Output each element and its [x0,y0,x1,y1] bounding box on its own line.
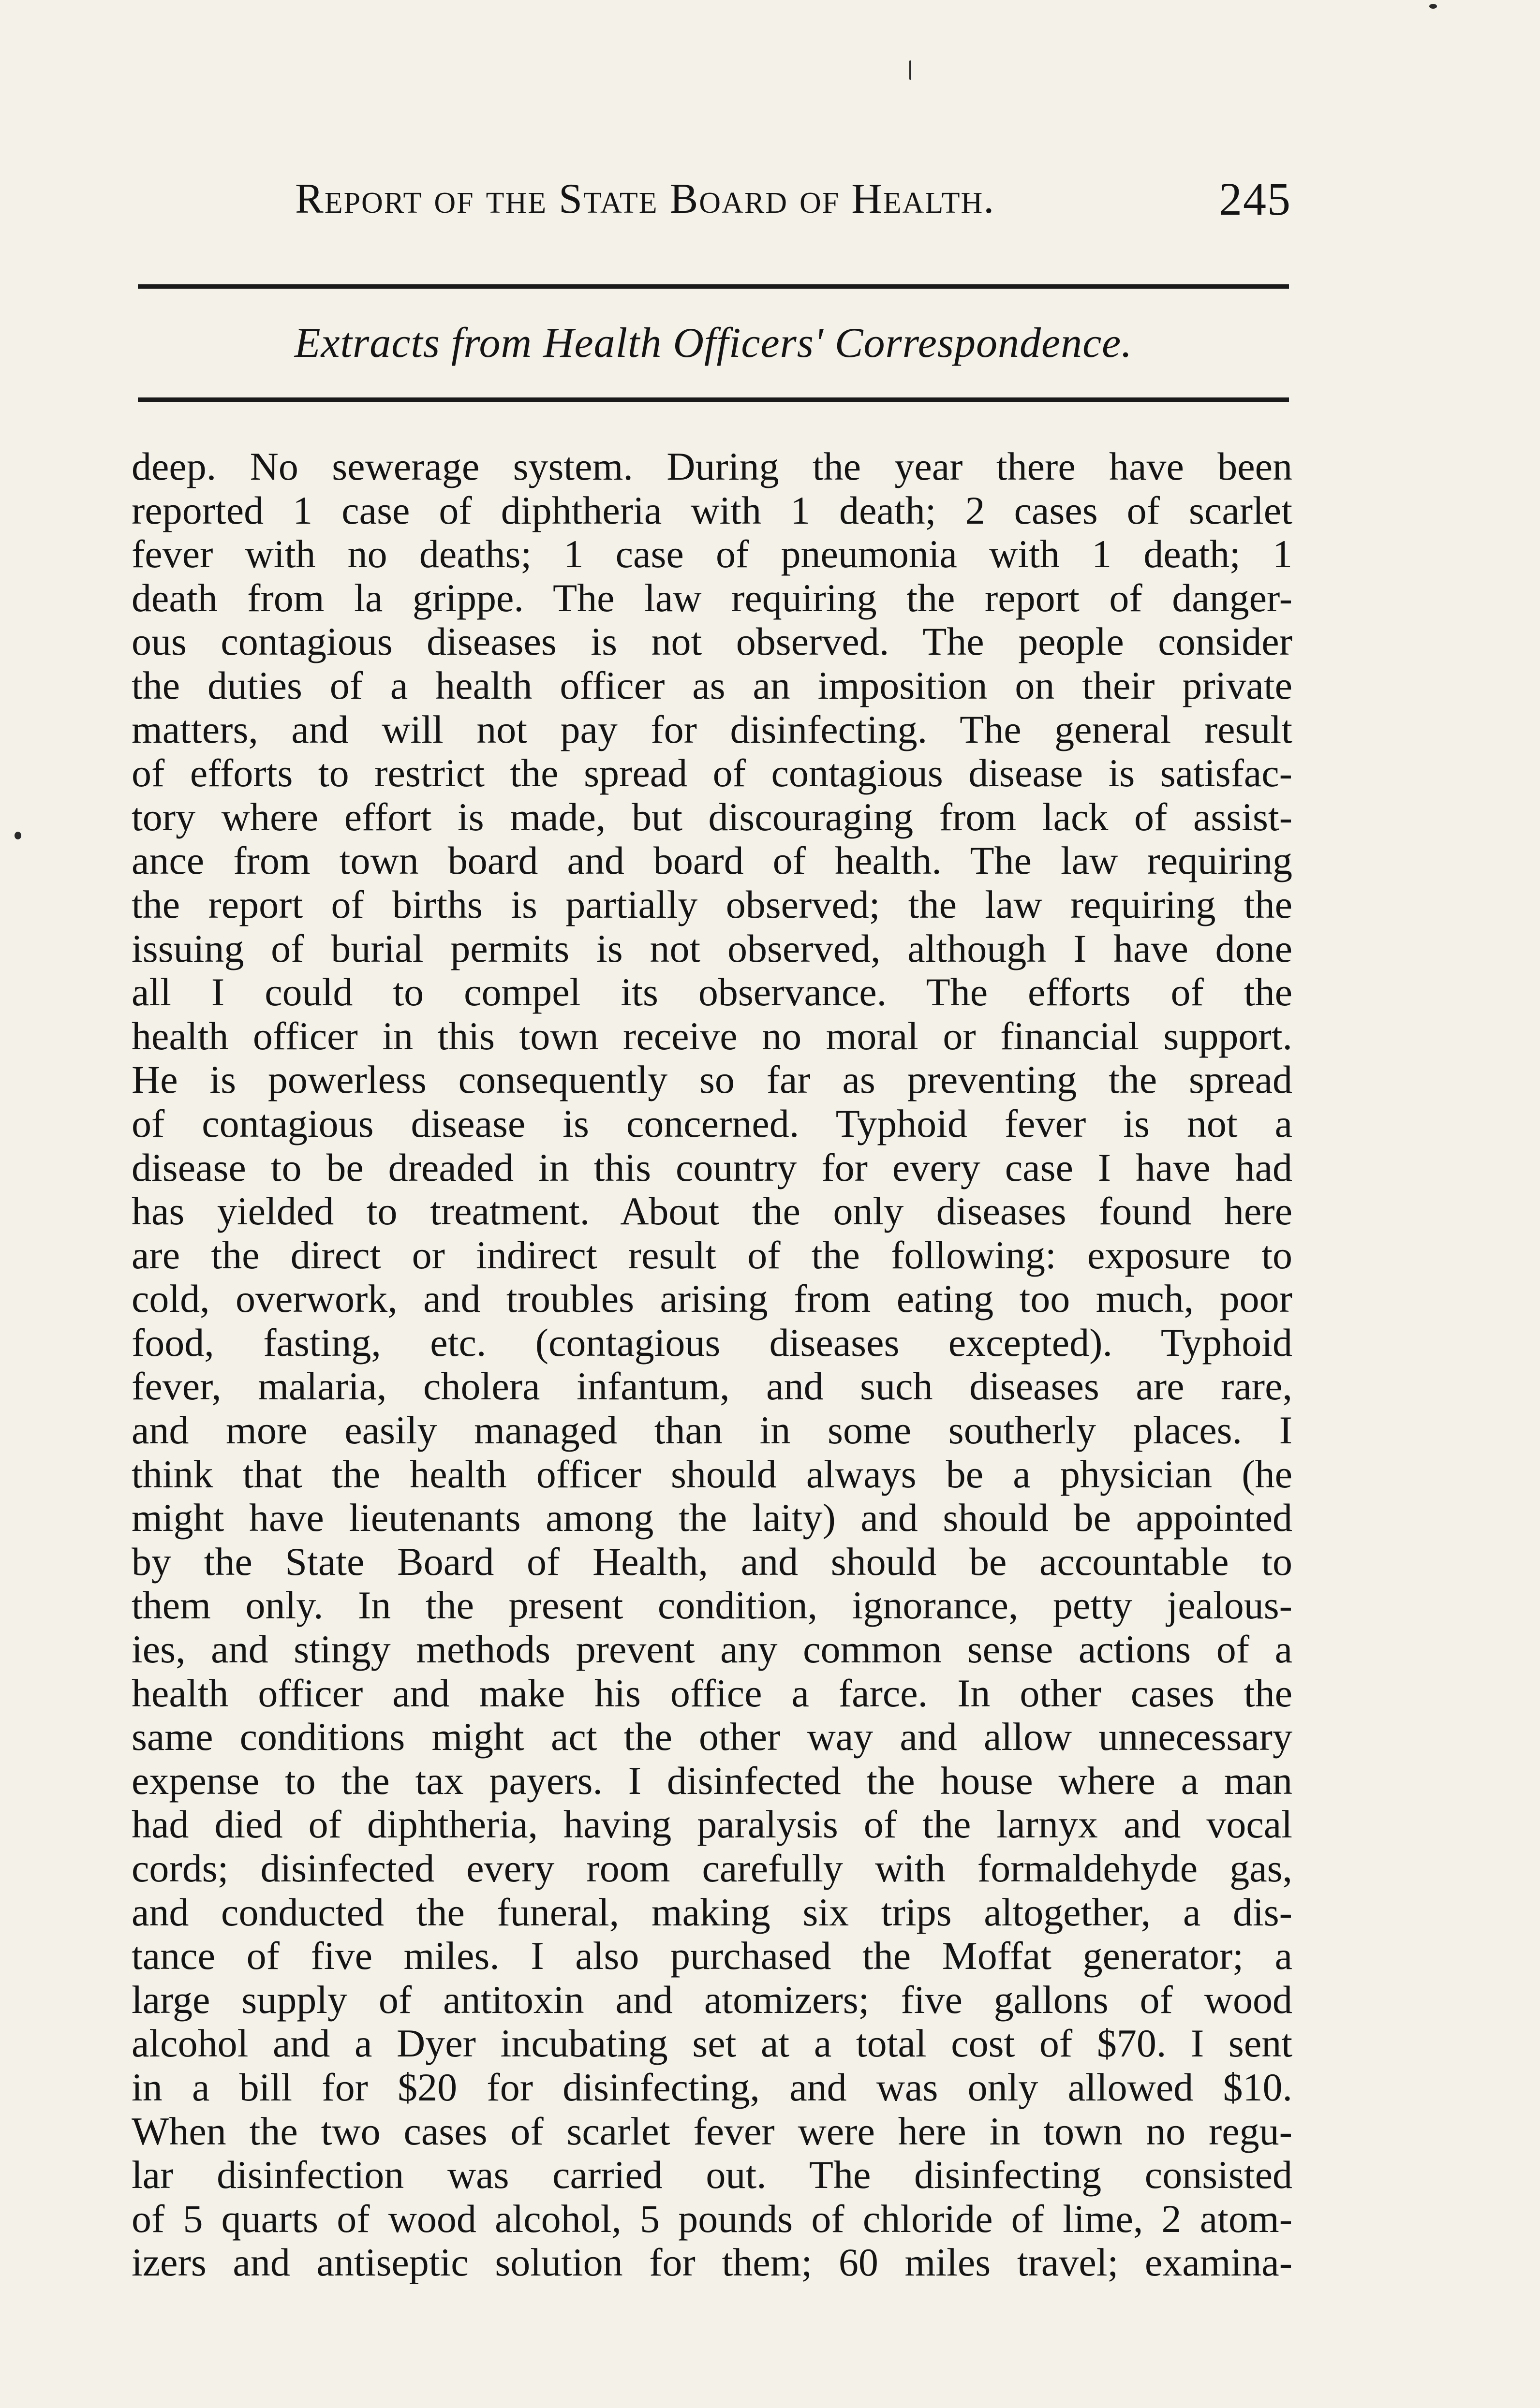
page-number: 245 [1219,173,1291,225]
text-line: and conducted the funeral, making six trips altogether, a dis- [132,1890,1292,1934]
text-line: fever, malaria, cholera infantum, and such diseases are rare, [132,1364,1292,1409]
running-head-title: Report of the State Board of Health. [295,176,995,222]
text-line: of contagious disease is concerned. Typhoid fever is not a [132,1101,1292,1145]
text-line: large supply of antitoxin and atomizers; five gallons of wood [132,1977,1292,2022]
text-line: the duties of a health officer as an imposition on their private [132,663,1292,707]
text-line: has yielded to treatment. About the only diseases found here [132,1189,1292,1233]
text-line: ance from town board and board of health. The law requiring [132,838,1292,883]
text-line: in a bill for $20 for disinfecting, and was only allowed $10. [132,2065,1292,2109]
text-line: health officer in this town receive no moral or financial support. [132,1013,1292,1058]
text-line: expense to the tax payers. I disinfected the house where a man [132,1758,1292,1803]
text-line: death from la grippe. The law requiring the report of danger- [132,575,1292,620]
top-rule [138,284,1289,289]
bottom-rule [138,397,1289,402]
text-line: reported 1 case of diphtheria with 1 death; 2 cases of scarlet [132,488,1292,532]
text-line: disease to be dreaded in this country for every case I have had [132,1145,1292,1189]
text-line: cords; disinfected every room carefully with formaldehyde gas, [132,1846,1292,1890]
text-line: all I could to compel its observance. The efforts of the [132,970,1292,1014]
text-line: tory where effort is made, but discouraging from lack of assist- [132,794,1292,839]
text-line: ous contagious diseases is not observed. The people consider [132,619,1292,664]
text-line: food, fasting, etc. (contagious diseases excepted). Typhoid [132,1320,1292,1365]
text-line: lar disinfection was carried out. The disinfecting consisted [132,2153,1292,2197]
text-line: by the State Board of Health, and should be accountable to [132,1539,1292,1584]
text-line: of efforts to restrict the spread of contagious disease is satisfac- [132,751,1292,795]
text-line: and more easily managed than in some southerly places. I [132,1408,1292,1453]
text-line: them only. In the present condition, ignorance, petty jealous- [132,1583,1292,1628]
margin-speck [1429,4,1437,9]
text-line: cold, overwork, and troubles arising from eating too much, poor [132,1277,1292,1321]
text-line: had died of diphtheria, having paralysis of the larnyx and vocal [132,1802,1292,1847]
text-line: same conditions might act the other way and allow unnecessary [132,1715,1292,1759]
text-line: alcohol and a Dyer incubating set at a total cost of $70. I sent [132,2021,1292,2066]
margin-speck [909,60,911,80]
text-line: think that the health officer should always be a physician (he [132,1452,1292,1496]
text-line: fever with no deaths; 1 case of pneumonia with 1 death; 1 [132,532,1292,576]
text-line: tance of five miles. I also purchased the Moffat generator; a [132,1934,1292,1978]
text-line: When the two cases of scarlet fever were here in town no regu- [132,2109,1292,2153]
text-line: are the direct or indirect result of the following: exposure to [132,1233,1292,1277]
text-line: ies, and stingy methods prevent any common sense actions of a [132,1627,1292,1672]
body-text [132,445,1292,2285]
text-line: might have lieutenants among the laity) and should be appointed [132,1496,1292,1540]
margin-speck [15,832,21,839]
text-line: matters, and will not pay for disinfecting. The general result [132,707,1292,751]
section-heading: Extracts from Health Officers' Correspondence. [294,320,1133,367]
running-head [295,170,1291,228]
text-line: He is powerless consequently so far as preventing the spread [132,1057,1292,1102]
text-line: of 5 quarts of wood alcohol, 5 pounds of chloride of lime, 2 atom- [132,2196,1292,2241]
text-line: the report of births is partially observed; the law requiring the [132,882,1292,926]
text-line: health officer and make his office a farce. In other cases the [132,1671,1292,1715]
text-line: deep. No sewerage system. During the year there have been [132,444,1292,488]
text-line: izers and antiseptic solution for them; 60 miles travel; examina- [132,2240,1292,2285]
text-line: issuing of burial permits is not observed, although I have done [132,926,1292,970]
